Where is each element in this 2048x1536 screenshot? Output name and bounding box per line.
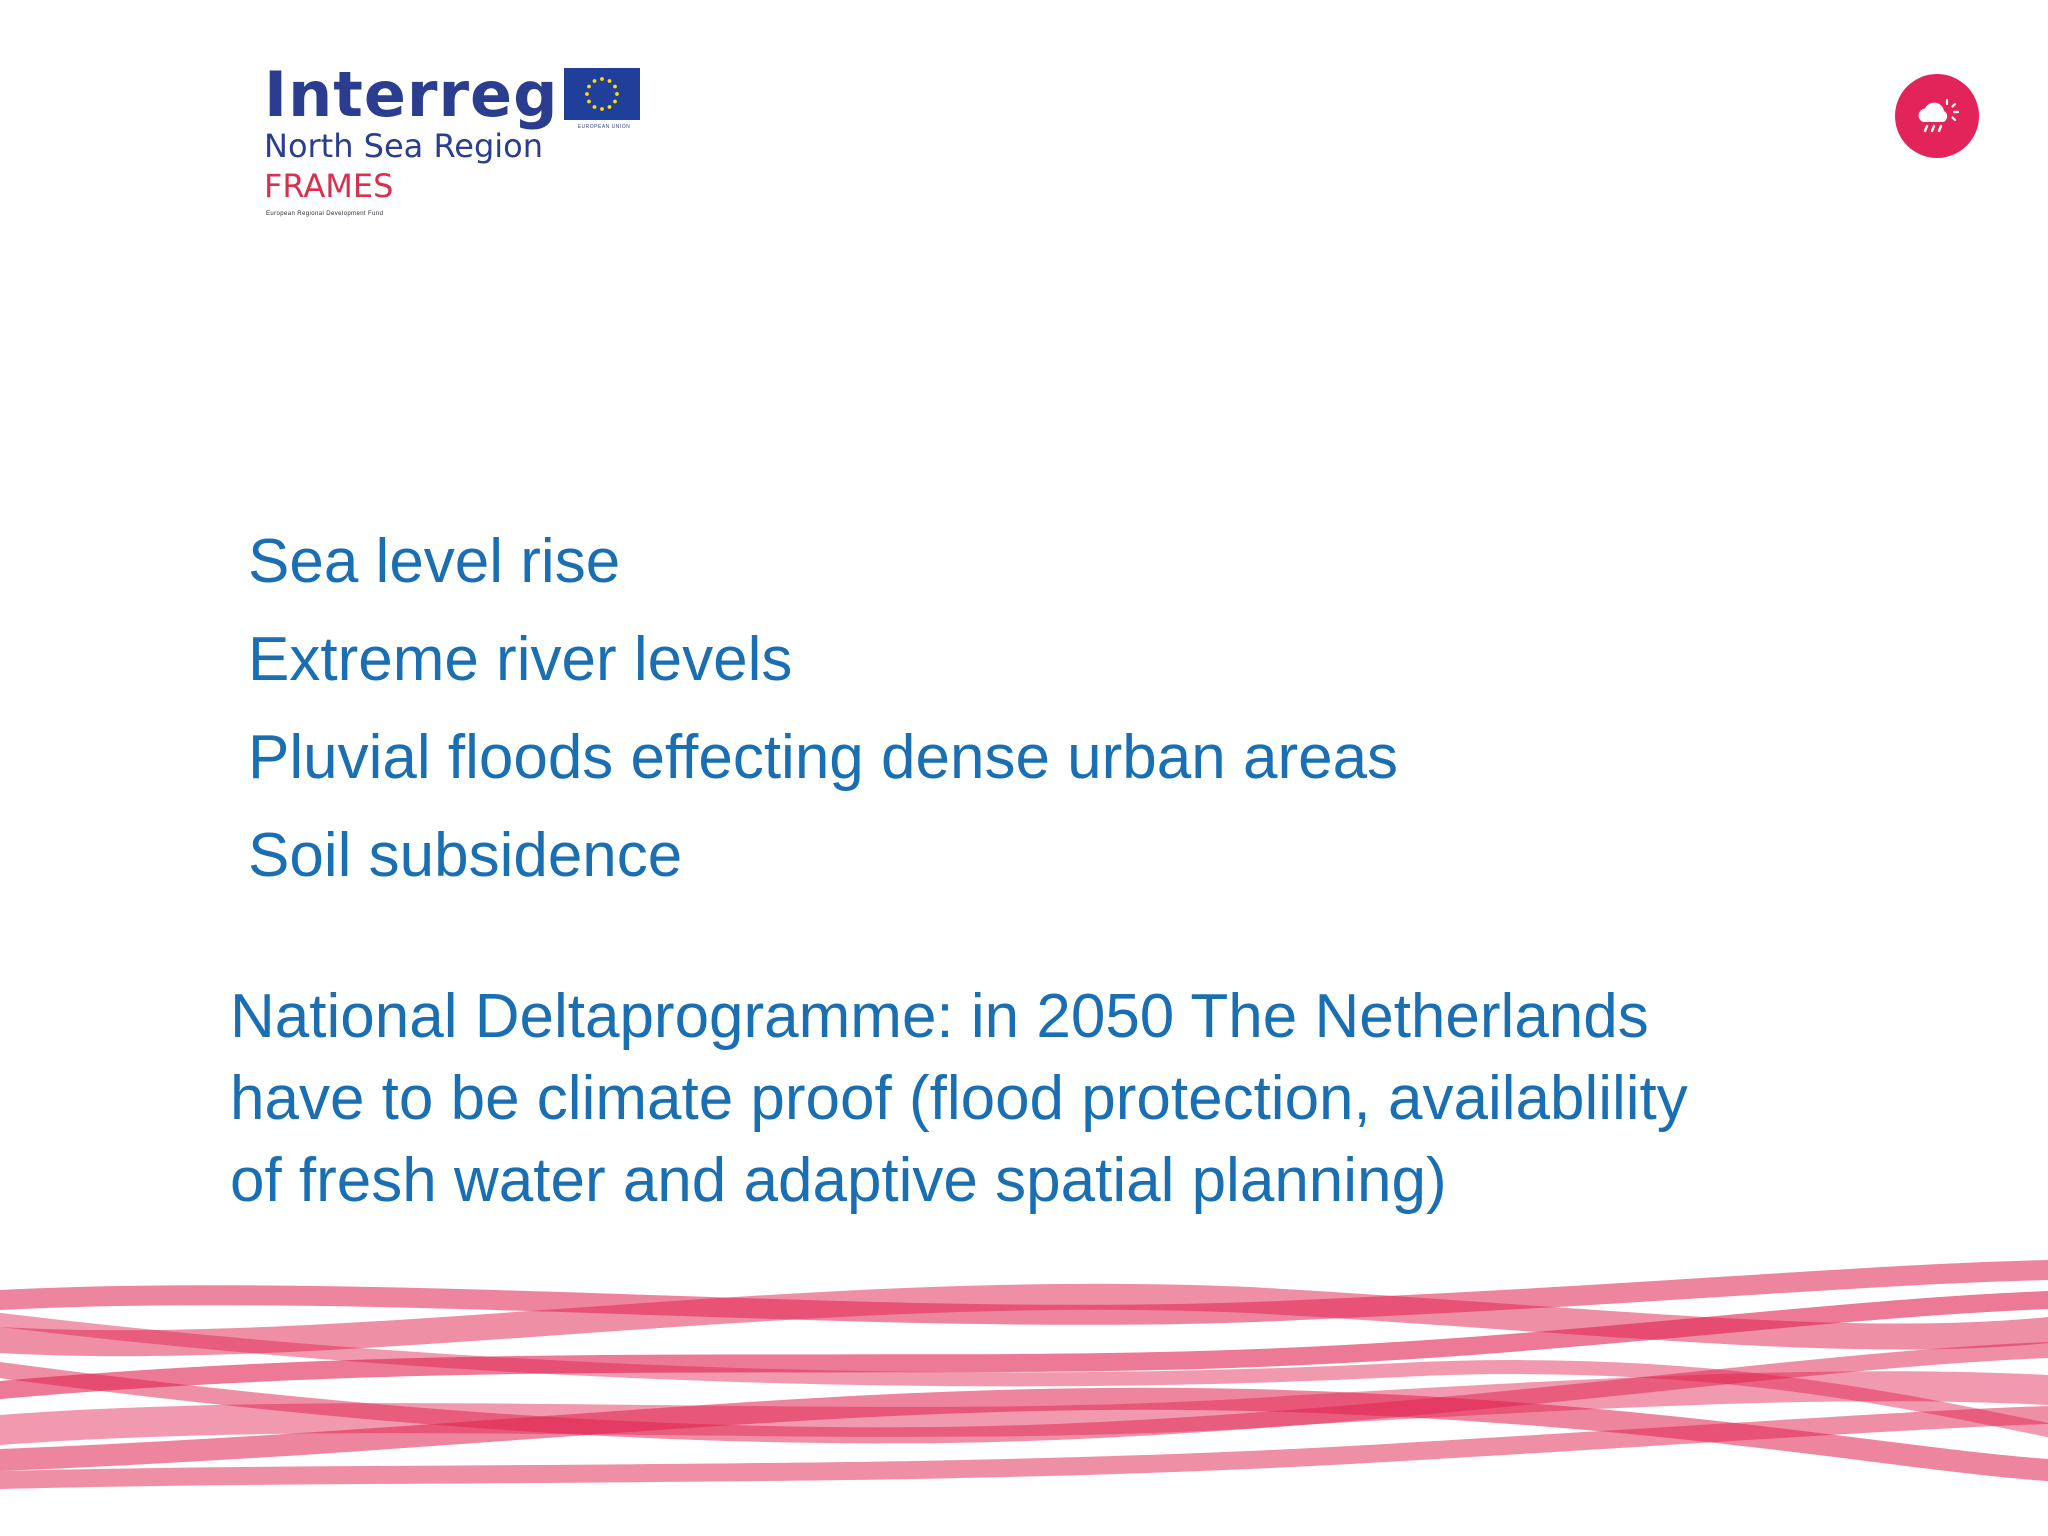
logo-region: North Sea Region [264, 127, 543, 165]
logo-fund: European Regional Development Fund [266, 211, 384, 217]
decorative-ribbon [0, 1240, 2048, 1510]
eu-star [593, 79, 597, 83]
list-item: Soil subsidence [248, 821, 683, 890]
interreg-logo [262, 60, 682, 230]
weather-badge [1895, 74, 1979, 158]
list-item: Extreme river levels [248, 625, 793, 694]
logo-brand: Interreg [264, 58, 559, 131]
list-item: Pluvial floods effecting dense urban areas [248, 723, 1399, 792]
eu-star [593, 105, 597, 109]
eu-star [600, 107, 604, 111]
eu-star [608, 79, 612, 83]
cloud-rain-sun-icon [1913, 96, 1961, 136]
eu-star [608, 105, 612, 109]
logo-project: FRAMES [264, 167, 394, 205]
eu-star [613, 85, 617, 89]
eu-star [613, 100, 617, 104]
eu-star [587, 85, 591, 89]
eu-star [587, 100, 591, 104]
list-item: Sea level rise [248, 527, 621, 596]
eu-label: EUROPEAN UNION [577, 124, 631, 130]
deltaprogramme-paragraph: National Deltaprogramme: in 2050 The Netherlands have to be climate proof (flood protection, availablility of fresh water and adaptive spatial planning) [230, 982, 1688, 1215]
eu-star [615, 92, 619, 96]
risk-list [248, 513, 1398, 905]
eu-star [600, 77, 604, 81]
eu-flag-icon [564, 68, 640, 120]
eu-star [585, 92, 589, 96]
